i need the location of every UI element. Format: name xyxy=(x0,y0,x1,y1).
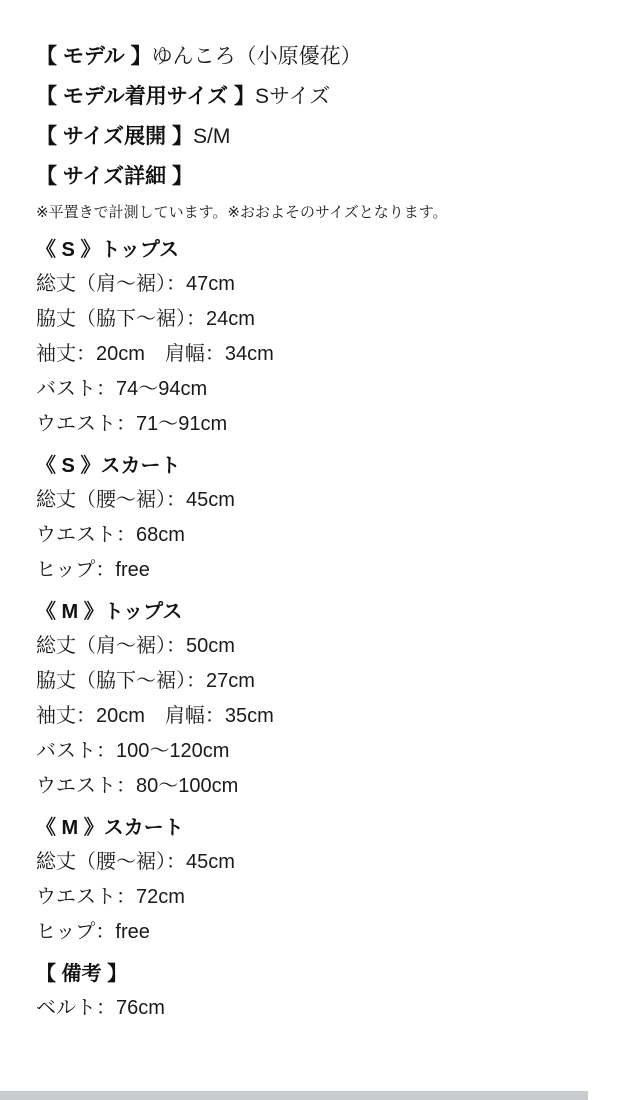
size-sections xyxy=(36,233,620,1026)
measurement-line: ウエスト：80～100cm xyxy=(36,775,239,797)
size-range-value: S/M xyxy=(193,125,231,148)
measurement-line: 脇丈（脇下～裾）：24cm xyxy=(36,308,255,330)
measurement-line: ウエスト：71～91cm xyxy=(36,413,228,435)
measurement-line: ウエスト：68cm xyxy=(36,524,185,546)
section-m-skirt xyxy=(36,811,620,950)
size-detail-heading-label: 【 サイズ詳細 】 xyxy=(36,165,193,188)
section-title: 《 M 》スカート xyxy=(36,817,184,839)
model-wearing-size-value: Sサイズ xyxy=(254,85,331,108)
size-range-line xyxy=(36,117,620,157)
measurement-line: 脇丈（脇下～裾）：27cm xyxy=(36,670,255,692)
horizontal-scrollbar[interactable] xyxy=(0,1091,588,1100)
measurement-line: 総丈（肩～裾）：47cm xyxy=(36,273,235,295)
measurement-line: 総丈（腰～裾）：45cm xyxy=(36,489,235,511)
measurement-line: バスト：100～120cm xyxy=(36,740,230,762)
measurement-line: 袖丈：20cm 肩幅：35cm xyxy=(36,705,274,727)
measurement-line: 総丈（肩～裾）：50cm xyxy=(36,635,235,657)
measurement-line: ウエスト：72cm xyxy=(36,886,185,908)
section-title: 【 備考 】 xyxy=(36,963,128,985)
model-value: ゆんころ（小原優花） xyxy=(151,45,362,68)
model-wearing-size-label: 【 モデル着用サイズ 】 xyxy=(36,85,255,108)
size-range-label: 【 サイズ展開 】 xyxy=(36,125,193,148)
model-wearing-size-line xyxy=(36,77,620,117)
section-s-tops xyxy=(36,233,620,442)
section-m-tops xyxy=(36,595,620,804)
measurement-line: ヒップ：free xyxy=(36,559,150,581)
model-line xyxy=(36,37,620,77)
section-s-skirt xyxy=(36,449,620,588)
measurement-note: ※平置きで計測しています。※おおよそのサイズとなります。 xyxy=(36,204,448,221)
measurement-line: 袖丈：20cm 肩幅：34cm xyxy=(36,343,274,365)
measurement-line: ベルト：76cm xyxy=(36,997,165,1019)
model-label: 【 モデル 】 xyxy=(36,45,152,68)
measurement-line: バスト：74～94cm xyxy=(36,378,208,400)
section-remarks xyxy=(36,957,620,1026)
measurement-line: ヒップ：free xyxy=(36,921,150,943)
section-title: 《 S 》トップス xyxy=(36,239,180,261)
size-detail-heading-line xyxy=(36,157,620,197)
section-title: 《 S 》スカート xyxy=(36,455,181,477)
section-title: 《 M 》トップス xyxy=(36,601,183,623)
measurement-line: 総丈（腰～裾）：45cm xyxy=(36,851,235,873)
